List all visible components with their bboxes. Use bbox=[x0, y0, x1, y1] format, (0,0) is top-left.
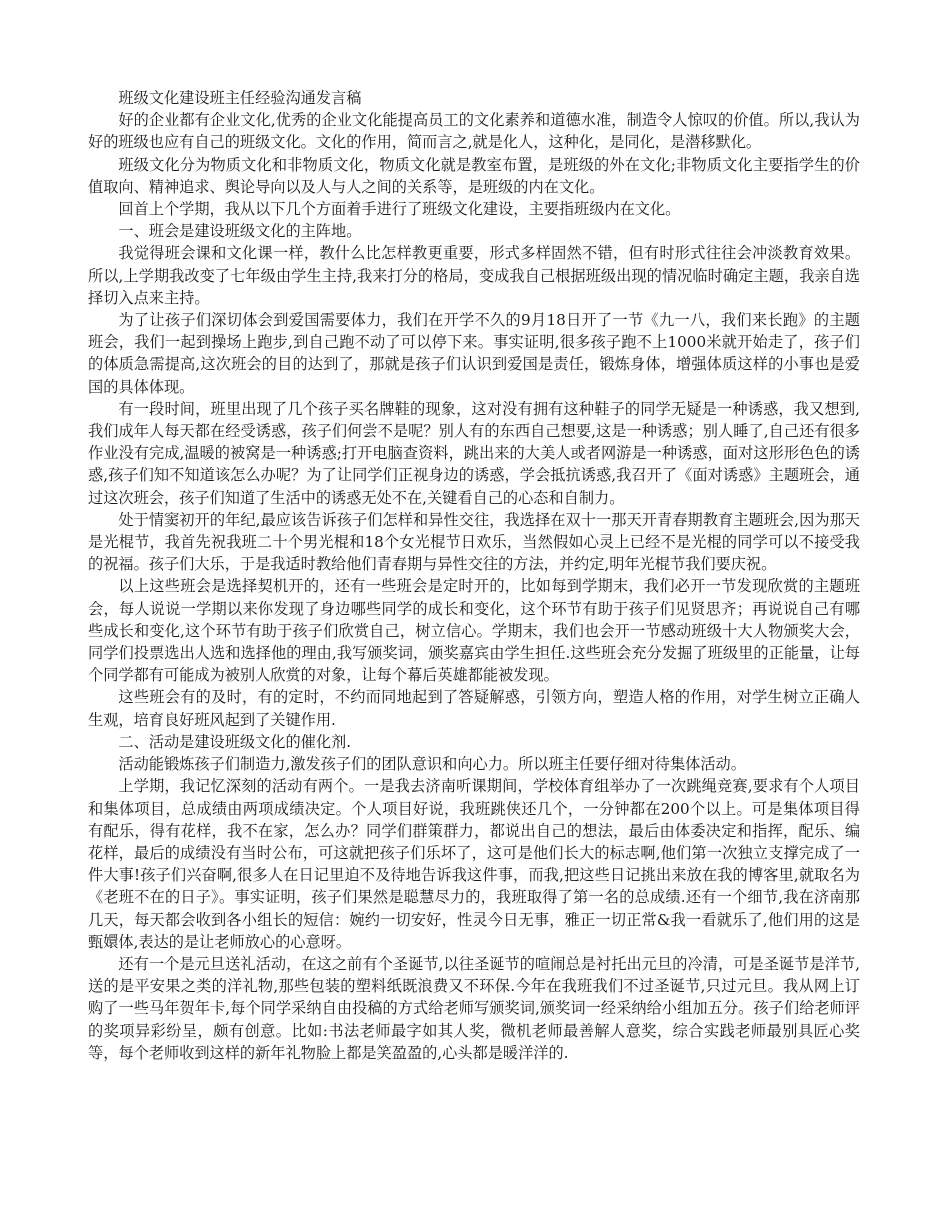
document-body bbox=[88, 87, 860, 1064]
paragraph-new-year-gifts: 还有一个是元旦送礼活动，在这之前有个圣诞节,以往圣诞节的喧闹总是衬托出元旦的冷清，可是圣诞节是洋节,送的是平安果之类的洋礼物,那些包装的塑料纸既浪费又不环保.今年在我班我们不过圣诞节,只过元旦。我从网上订购了一些马年贺年卡,每个同学采纳自由投稿的方式给老师写颁奖词,颁奖词一经采纳给小组加五分。孩子们给老师评的奖项异彩纷呈，颇有创意。比如:书法老师最字如其人奖，微机老师最善解人意奖，综合实践老师最别具匠心奖等，每个老师收到这样的新年礼物脸上都是笑盈盈的,心头都是暖洋洋的. bbox=[88, 954, 860, 1062]
paragraph-meeting-summary: 这些班会有的及时，有的定时，不约而同地起到了答疑解惑，引领方向，塑造人格的作用，对学生树立正确人生观，培育良好班风起到了关键作用. bbox=[88, 688, 860, 729]
paragraph-activities-intro: 活动能锻炼孩子们制造力,激发孩子们的团队意识和向心力。所以班主任要仔细对待集体活动。 bbox=[118, 755, 746, 774]
paragraph-scheduled-meetings: 以上这些班会是选择契机开的，还有一些班会是定时开的，比如每到学期末，我们必开一节发现欣赏的主题班会，每人说说一学期以来你发现了身边哪些同学的成长和变化，这个环节有助于孩子们见贤思齐；再说说自己有哪些成长和变化,这个环节有助于孩子们欣赏自己，树立信心。学期末，我们也会开一节感动班级十大人物颁奖大会，同学们投票选出人选和选择他的理由,我写颁奖词，颁奖嘉宾由学生担任.这些班会充分发掘了班级里的正能量，让每个同学都有可能成为被别人欣赏的对象，让每个幕后英雄都能被发现。 bbox=[88, 577, 860, 685]
section-heading-class-meeting: 一、班会是建设班级文化的主阵地。 bbox=[118, 222, 362, 241]
paragraph-rope-skipping: 上学期，我记忆深刻的活动有两个。一是我去济南听课期间，学校体育组举办了一次跳绳竞赛,要求有个人项目和集体项目，总成绩由两项成绩决定。个人项目好说，我班跳侠还几个，一分钟都在200个以上。可是集体项目得有配乐，得有花样，我不在家，怎么办？同学们群策群力，都说出自己的想法，最后由体委决定和指挥，配乐、编花样，最后的成绩没有当时公布，可这就把孩子们乐坏了，这可是他们长大的标志啊,他们第一次独立支撑完成了一件大事!孩子们兴奋啊,很多人在日记里迫不及待地告诉我这件事，而我,把这些日记挑出来放在我的博客里,就取名为《老班不在的日子》。事实证明，孩子们果然是聪慧尽力的，我班取得了第一名的总成绩.还有一个细节,我在济南那几天，每天都会收到各小组长的短信：婉约一切安好，性灵今日无事，雅正一切正常&我一看就乐了,他们用的这是甄嬛体,表达的是让老师放心的心意呀。 bbox=[88, 777, 860, 951]
section-heading-activities: 二、活动是建设班级文化的催化剂. bbox=[118, 732, 352, 751]
paragraph-class-meeting-content: 我觉得班会课和文化课一样，教什么比怎样教更重要，形式多样固然不错，但有时形式往往会冲淡教育效果。所以,上学期我改变了七年级由学生主持,我来打分的格局，变成我自己根据班级出现的情况临时确定主题，我亲自选择切入点来主持。 bbox=[88, 244, 860, 307]
paragraph-puberty-meeting: 处于情窦初开的年纪,最应该告诉孩子们怎样和异性交往，我选择在双十一那天开青春期教育主题班会,因为那天是光棍节，我首先祝我班二十个男光棍和18个女光棍节日欢乐，当然假如心灵上已经不是光棍的同学可以不接受我的祝福。孩子们大乐，于是我适时教给他们青春期与异性交往的方法，并约定,明年光棍节我们要庆祝。 bbox=[88, 510, 860, 574]
paragraph-enterprise-culture: 好的企业都有企业文化,优秀的企业文化能提高员工的文化素养和道德水准，制造令人惊叹的价值。所以,我认为好的班级也应有自己的班级文化。文化的作用，简而言之,就是化人，这种化，是同化，是潜移默化。 bbox=[88, 111, 860, 152]
paragraph-review: 回首上个学期，我从以下几个方面着手进行了班级文化建设，主要指班级内在文化。 bbox=[118, 200, 681, 219]
paragraph-run-meeting: 为了让孩子们深切体会到爱国需要体力，我们在开学不久的9月18日开了一节《九一八，我们来长跑》的主题班会，我们一起到操场上跑步,到自己跑不动了可以停下来。事实证明,很多孩子跑不上1000米就开始走了，孩子们的体质急需提高,这次班会的目的达到了，那就是孩子们认识到爱国是责任，锻炼身体，增强体质这样的小事也是爱国的具体体现。 bbox=[88, 311, 860, 396]
paragraph-temptation-meeting: 有一段时间，班里出现了几个孩子买名牌鞋的现象，这对没有拥有这种鞋子的同学无疑是一种诱惑，我又想到,我们成年人每天都在经受诱惑，孩子们何尝不是呢？别人有的东西自己想要,这是一种诱惑；别人睡了,自己还有很多作业没有完成,温暖的被窝是一种诱惑;打开电脑查资料，跳出来的大美人或者网游是一种诱惑，面对这形形色色的诱惑,孩子们知不知道该怎么办呢？为了让同学们正视身边的诱惑，学会抵抗诱惑,我召开了《面对诱惑》主题班会，通过这次班会，孩子们知道了生活中的诱惑无处不在,关键看自己的心态和自制力。 bbox=[88, 399, 860, 507]
paragraph-class-culture-types: 班级文化分为物质文化和非物质文化，物质文化就是教室布置，是班级的外在文化;非物质文化主要指学生的价值取向、精神追求、舆论导向以及人与人之间的关系等，是班级的内在文化。 bbox=[88, 155, 860, 196]
document-title: 班级文化建设班主任经验沟通发言稿 bbox=[118, 89, 362, 107]
